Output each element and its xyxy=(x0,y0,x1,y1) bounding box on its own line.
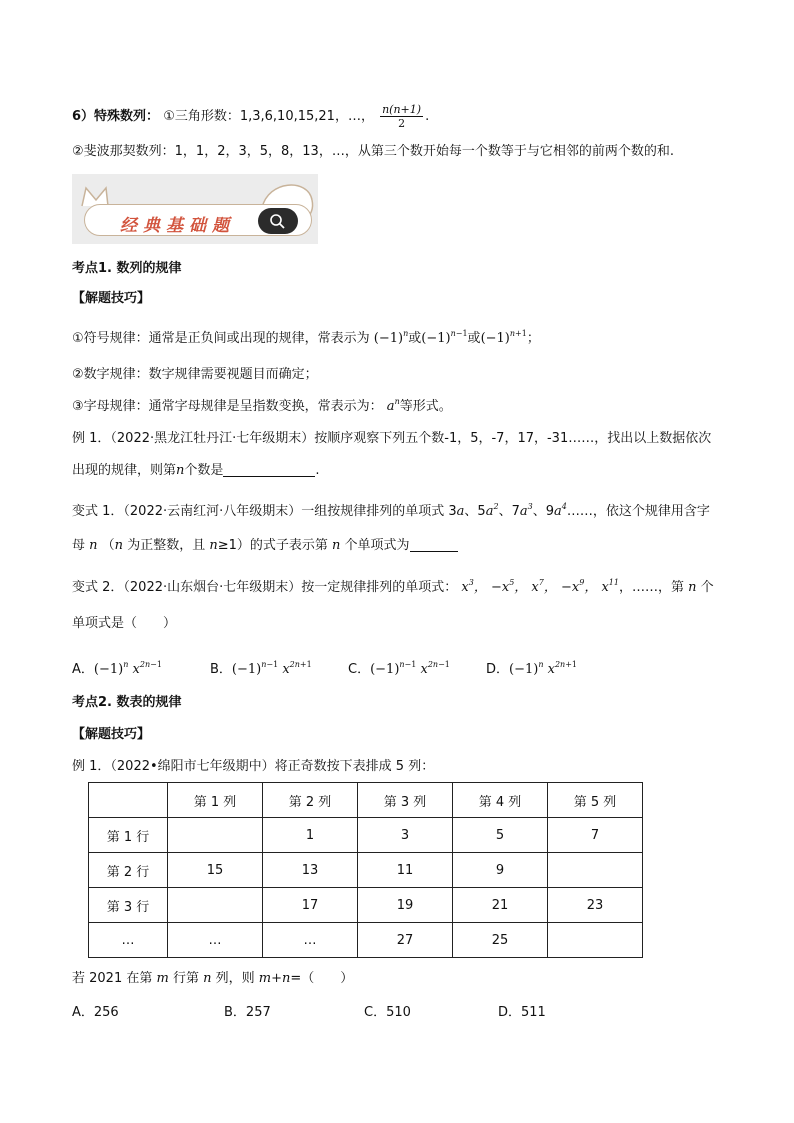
variant1-line1 xyxy=(72,502,710,522)
option-a-formula: $(-1)^n$ $x^{2n-1}$ xyxy=(93,660,162,677)
option-d[interactable]: D．511 xyxy=(498,1005,546,1020)
table-cell: 17 xyxy=(263,888,358,923)
option-a-label: A． xyxy=(72,662,94,677)
question-text: =（ ） xyxy=(290,971,354,986)
period: . xyxy=(315,463,320,478)
section-label: 6）特殊数列： xyxy=(72,109,160,124)
topic2-tips-heading: 【解题技巧】 xyxy=(72,727,151,742)
term-a4: $a^4$ xyxy=(553,502,567,519)
table-cell xyxy=(168,888,263,923)
variant1-text: 为正整数，且 xyxy=(127,538,206,553)
table-cell: 7 xyxy=(548,818,643,853)
variant1-text: 母 xyxy=(72,538,86,553)
option-b[interactable]: B．257 xyxy=(224,1005,271,1020)
table-header-cell: 第 3 列 xyxy=(358,783,453,818)
option-c-label: C． xyxy=(348,662,371,677)
classic-basic-banner xyxy=(72,174,318,244)
option-b-formula: $(-1)^{n-1}$ $x^{2n+1}$ xyxy=(231,660,312,677)
option-d-label: D． xyxy=(486,662,510,677)
sign-rule-text: ①符号规律：通常是正负间或出现的规律，常表示为 xyxy=(72,331,370,346)
example2-question xyxy=(72,969,353,989)
table-header-cell xyxy=(89,783,168,818)
search-icon xyxy=(258,208,298,234)
topic1-tips-heading: 【解题技巧】 xyxy=(72,291,151,306)
table-header-cell: 第 4 列 xyxy=(453,783,548,818)
option-d-formula: $(-1)^n$ $x^{2n+1}$ xyxy=(509,660,578,677)
answer-blank xyxy=(223,462,315,477)
term-a3: $a^3$ xyxy=(519,502,533,519)
example1-line1: 例 1．（2022·黑龙江牡丹江·七年级期末）按顺序观察下列五个数-1，5，-7，17，-31……，找出以上数据依次 xyxy=(72,431,712,446)
table-cell: 21 xyxy=(453,888,548,923)
term-a2: $a^2$ xyxy=(485,502,499,519)
example2-line1: 例 1．（2022•绵阳市七年级期中）将正奇数按下表排成 5 列： xyxy=(72,759,435,774)
term-x3: $x^3$， $-x^5$， $x^7$， $-x^9$， $x^{11}$ xyxy=(461,578,619,595)
period: . xyxy=(425,109,430,124)
topic2-title: 考点2. 数表的规律 xyxy=(72,695,182,710)
option-c[interactable]: C．510 xyxy=(364,1005,411,1020)
table-header-cell: 第 1 列 xyxy=(168,783,263,818)
fraction-formula xyxy=(380,103,423,130)
table-header-cell: 第 2 列 xyxy=(263,783,358,818)
table-cell: 23 xyxy=(548,888,643,923)
fraction-denominator: 2 xyxy=(398,117,406,130)
separator: 、7 xyxy=(498,504,520,519)
table-cell: 第 2 行 xyxy=(89,853,168,888)
question-text: 行第 xyxy=(172,971,199,986)
or-text: 或 xyxy=(467,331,481,346)
question-text: 列，则 xyxy=(215,971,255,986)
banner-title: 经典基础题 xyxy=(120,216,235,236)
odd-number-table xyxy=(88,782,643,958)
table-cell: 11 xyxy=(358,853,453,888)
option-b-label: B． xyxy=(210,662,232,677)
question-text: 若 2021 在第 xyxy=(72,971,153,986)
formula-neg1-n-minus-1: $(-1)^{n-1}$ xyxy=(421,329,468,346)
table-cell xyxy=(168,818,263,853)
table-cell: 1 xyxy=(263,818,358,853)
table-cell: 27 xyxy=(358,923,453,958)
formula-neg1-n-plus-1: $(-1)^{n+1}$ xyxy=(480,329,527,346)
variant1-text: 个单项式为 xyxy=(344,538,410,553)
table-cell: … xyxy=(89,923,168,958)
table-row xyxy=(89,853,643,888)
letter-rule-text: ③字母规律：通常字母规律是呈指数变换，常表示为： xyxy=(72,399,383,414)
expression-m-plus-n: m+n xyxy=(254,971,291,986)
triangular-numbers-text: ①三角形数：1,3,6,10,15,21，…， xyxy=(163,109,374,124)
table-header-row xyxy=(89,783,643,818)
example1-text: 个数是 xyxy=(184,463,224,478)
variable-n: n xyxy=(114,538,128,553)
variant2-text: ，……，第 xyxy=(618,580,684,595)
topic1-title: 考点1. 数列的规律 xyxy=(72,261,182,276)
table-cell xyxy=(548,923,643,958)
option-a[interactable]: A．256 xyxy=(72,1005,119,1020)
table-cell: 25 xyxy=(453,923,548,958)
table-row xyxy=(89,818,643,853)
example1-text: 出现的规律，则第 xyxy=(72,463,177,478)
special-sequences-line xyxy=(72,103,429,130)
fibonacci-line: ②斐波那契数列：1，1，2，3，5，8，13，…，从第三个数开始每一个数等于与它相邻的前两个数的和. xyxy=(72,144,674,159)
number-rule-line: ②数字规律：数字规律需要视题目而确定； xyxy=(72,367,318,382)
option-a[interactable] xyxy=(72,658,162,677)
variable-n: n xyxy=(683,580,701,595)
semicolon: ； xyxy=(526,331,540,346)
variant1-text: （ xyxy=(101,538,115,553)
variant2-line2: 单项式是（ ） xyxy=(72,616,177,631)
table-cell: 第 3 行 xyxy=(89,888,168,923)
variant1-text: ……，依这个规律用含字 xyxy=(566,504,710,519)
table-cell xyxy=(548,853,643,888)
sign-rule-line xyxy=(72,329,540,349)
variant2-text: 个 xyxy=(700,580,714,595)
table-cell: 19 xyxy=(358,888,453,923)
variable-m: m xyxy=(152,971,173,986)
variant1-text: 变式 1．（2022·云南红河·八年级期末）一组按规律排列的单项式 3 xyxy=(72,504,457,519)
table-header-cell: 第 5 列 xyxy=(548,783,643,818)
variant1-text: ≥1）的式子表示第 xyxy=(217,538,328,553)
option-d[interactable] xyxy=(486,658,577,677)
separator: 、5 xyxy=(464,504,486,519)
formula-neg1-n: $(-1)^n$ xyxy=(373,329,409,346)
variant2-line1 xyxy=(72,578,714,598)
variant1-line2 xyxy=(72,536,458,556)
letter-rule-end: 等形式。 xyxy=(399,399,452,414)
or-text: 或 xyxy=(408,331,422,346)
answer-blank xyxy=(410,537,458,552)
letter-rule-line xyxy=(72,397,452,417)
option-c-formula: $(-1)^{n-1}$ $x^{2n-1}$ xyxy=(370,660,450,677)
table-cell: 9 xyxy=(453,853,548,888)
separator: 、9 xyxy=(532,504,554,519)
variable-n: n xyxy=(176,463,185,478)
table-cell: … xyxy=(168,923,263,958)
table-cell: … xyxy=(263,923,358,958)
option-c[interactable] xyxy=(348,658,450,677)
table-cell: 13 xyxy=(263,853,358,888)
table-cell: 第 1 行 xyxy=(89,818,168,853)
variable-n: n xyxy=(198,971,216,986)
variable-n: n xyxy=(327,538,345,553)
fraction-numerator: n(n+1) xyxy=(382,103,422,116)
table-row xyxy=(89,923,643,958)
table-row xyxy=(89,888,643,923)
table-cell: 5 xyxy=(453,818,548,853)
option-b[interactable] xyxy=(210,658,312,677)
variable-n: n xyxy=(205,538,218,553)
term-a: a xyxy=(456,504,465,519)
table-cell: 3 xyxy=(358,818,453,853)
variable-n: n xyxy=(85,538,102,553)
formula-a-n: $a^n$ xyxy=(386,397,400,414)
variant2-text: 变式 2．（2022·山东烟台·七年级期末）按一定规律排列的单项式： xyxy=(72,580,458,595)
table-cell: 15 xyxy=(168,853,263,888)
example1-line2 xyxy=(72,461,320,481)
